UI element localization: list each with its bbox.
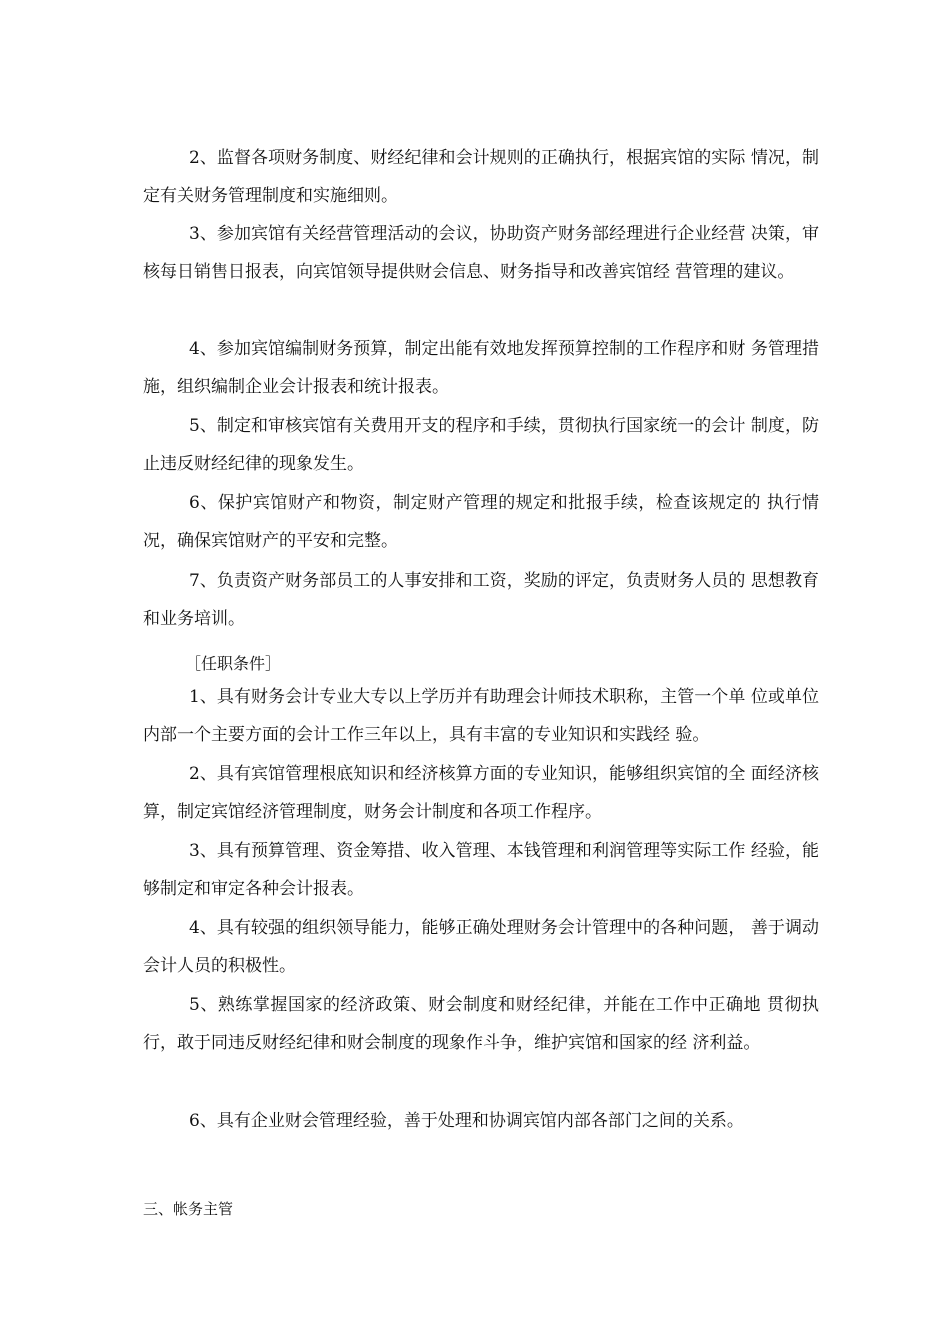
duty-paragraph-5: 5、制定和审核宾馆有关费用开支的程序和手续，贯彻执行国家统一的会计 制度，防止违反财经纪律的现象发生。 [143,416,819,474]
duty-paragraph-7: 7、负责资产财务部员工的人事安排和工资，奖励的评定，负责财务人员的 思想教育和业务培训。 [143,571,819,629]
qualifications-heading: ［任职条件］ [185,654,282,673]
qualification-paragraph-2: 2、具有宾馆管理根底知识和经济核算方面的专业知识，能够组织宾馆的全 面经济核算，制定宾馆经济管理制度，财务会计制度和各项工作程序。 [143,764,819,822]
qualification-paragraph-4: 4、具有较强的组织领导能力，能够正确处理财务会计管理中的各种问题， 善于调动会计人员的积极性。 [143,918,819,976]
duty-paragraph-3: 3、参加宾馆有关经营管理活动的会议，协助资产财务部经理进行企业经营 决策，审核每日销售日报表，向宾馆领导提供财会信息、财务指导和改善宾馆经 营管理的建议。 [143,224,819,282]
qualification-paragraph-3: 3、具有预算管理、资金筹措、收入管理、本钱管理和利润管理等实际工作 经验，能够制定和审定各种会计报表。 [143,841,819,899]
duty-paragraph-2: 2、监督各项财务制度、财经纪律和会计规则的正确执行，根据宾馆的实际 情况，制定有关财务管理制度和实施细则。 [143,148,819,206]
section-title: 三、帐务主管 [143,1200,234,1218]
duty-paragraph-6: 6、保护宾馆财产和物资，制定财产管理的规定和批报手续，检查该规定的 执行情况，确保宾馆财产的平安和完整。 [143,493,819,551]
qualification-paragraph-1: 1、具有财务会计专业大专以上学历并有助理会计师技术职称，主管一个单 位或单位内部一个主要方面的会计工作三年以上，具有丰富的专业知识和实践经 验。 [143,687,819,745]
qualification-paragraph-6: 6、具有企业财会管理经验，善于处理和协调宾馆内部各部门之间的关系。 [189,1111,744,1131]
qualification-paragraph-5: 5、熟练掌握国家的经济政策、财会制度和财经纪律，并能在工作中正确地 贯彻执行，敢于同违反财经纪律和财会制度的现象作斗争，维护宾馆和国家的经 济利益。 [143,995,819,1053]
duty-paragraph-4: 4、参加宾馆编制财务预算，制定出能有效地发挥预算控制的工作程序和财 务管理措施，组织编制企业会计报表和统计报表。 [143,339,819,397]
